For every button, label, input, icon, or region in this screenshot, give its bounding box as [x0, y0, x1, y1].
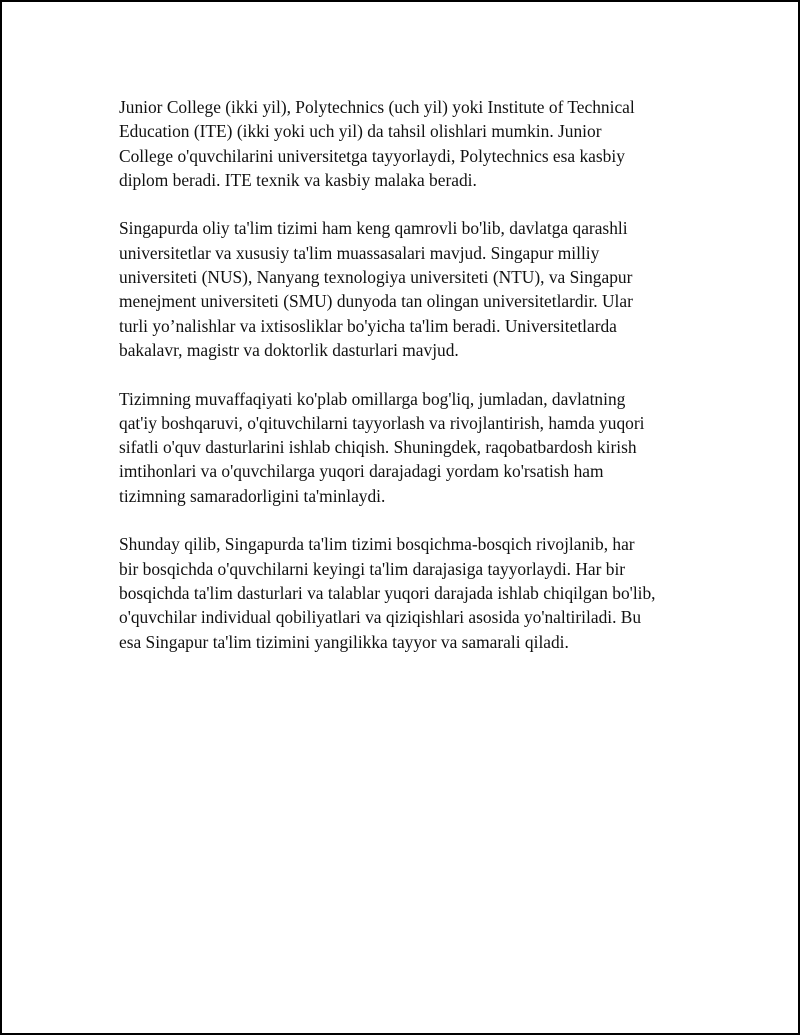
paragraph-higher-education: Singapurda oliy ta'lim tizimi ham keng qamrovli bo'lib, davlatga qarashli universitetlar va xususiy ta'lim muassasalari mavjud. Singapur milliy universiteti (NUS), Nanyang texnologiya universiteti (NTU), va Singapur menejment universiteti (SMU) dunyoda tan olingan universitetlardir. Ular turli yo’nalishlar va ixtisosliklar bo'yicha ta'lim beradi. Universitetlarda bakalavr, magistr va doktorlik dasturlari mavjud.	[119, 218, 633, 360]
paragraph-conclusion: Shunday qilib, Singapurda ta'lim tizimi bosqichma-bosqich rivojlanib, har bir bosqichda o'quvchilarni keyingi ta'lim darajasiga tayyorlaydi. Har bir bosqichda ta'lim dasturlari va talablar yuqori darajada ishlab chiqilgan bo'lib, o'quvchilar individual qobiliyatlari va qiziqishlari asosida yo'naltiriladi. Bu esa Singapur ta'lim tizimini yangilikka tayyor va samarali qiladi.	[119, 534, 656, 652]
document-body	[119, 95, 699, 678]
paragraph-education-pathways: Junior College (ikki yil), Polytechnics (uch yil) yoki Institute of Technical Education (ITE) (ikki yoki uch yil) da tahsil olishlari mumkin. Junior College o'quvchilarini universitetga tayyorlaydi, Polytechnics esa kasbiy diplom beradi. ITE texnik va kasbiy malaka beradi.	[119, 97, 635, 190]
paragraph-success-factors: Tizimning muvaffaqiyati ko'plab omillarga bog'liq, jumladan, davlatning qat'iy boshqaruvi, o'qituvchilarni tayyorlash va rivojlantirish, hamda yuqori sifatli o'quv dasturlarini ishlab chiqish. Shuningdek, raqobatbardosh kirish imtihonlari va o'quvchilarga yuqori darajadagi yordam ko'rsatish ham tizimning samaradorligini ta'minlaydi.	[119, 388, 645, 506]
